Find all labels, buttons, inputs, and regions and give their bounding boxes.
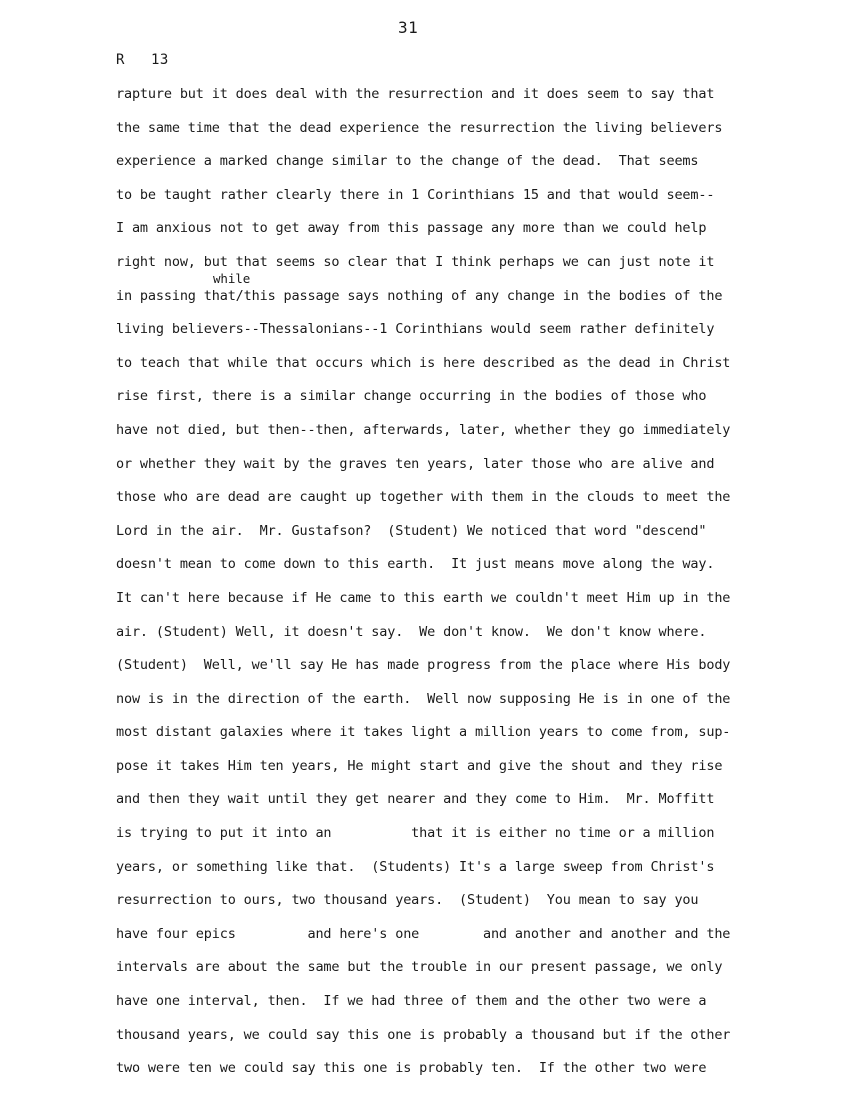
text-line: intervals are about the same but the trouble in our present passage, we only	[116, 959, 723, 976]
interlinear-insert: while	[213, 271, 251, 286]
header-code	[116, 52, 169, 68]
text-line: (Student) Well, we'll say He has made progress from the place where His body	[116, 657, 731, 674]
text-line: Lord in the air. Mr. Gustafson? (Student) We noticed that word "descend"	[116, 522, 707, 539]
text-line: have four epics and here's one and another and another and the	[116, 925, 731, 942]
text-line: now is in the direction of the earth. Well now supposing He is in one of the	[116, 690, 731, 707]
text-line: pose it takes Him ten years, He might start and give the shout and they rise	[116, 757, 723, 774]
text-line: two were ten we could say this one is probably ten. If the other two were	[116, 1060, 707, 1077]
text-line: air. (Student) Well, it doesn't say. We don't know. We don't know where.	[116, 623, 707, 640]
text-line: have not died, but then--then, afterwards, later, whether they go immediately	[116, 421, 731, 438]
text-line: have one interval, then. If we had three of them and the other two were a	[116, 993, 707, 1010]
text-line: most distant galaxies where it takes light a million years to come from, sup-	[116, 724, 731, 741]
text-line: It can't here because if He came to this earth we couldn't meet Him up in the	[116, 589, 731, 606]
text-line: rapture but it does deal with the resurrection and it does seem to say that	[116, 86, 715, 102]
text-line: to be taught rather clearly there in 1 Corinthians 15 and that would seem--	[116, 186, 715, 203]
text-line: is trying to put it into an that it is either no time or a million	[116, 825, 715, 842]
page-number: 31	[398, 18, 419, 37]
text-line: to teach that while that occurs which is here described as the dead in Christ	[116, 354, 731, 371]
text-line: experience a marked change similar to the change of the dead. That seems	[116, 153, 699, 170]
header-letter: R	[116, 52, 125, 68]
text-line: resurrection to ours, two thousand years. (Student) You mean to say you	[116, 892, 699, 909]
text-line: right now, but that seems so clear that I think perhaps we can just note it	[116, 253, 715, 270]
text-line: those who are dead are caught up together with them in the clouds to meet the	[116, 489, 731, 506]
text-line: in passing that/this passage says nothing of any change in the bodies of the	[116, 287, 723, 304]
text-line: rise first, there is a similar change occurring in the bodies of those who	[116, 388, 707, 405]
text-line: living believers--Thessalonians--1 Corinthians would seem rather definitely	[116, 321, 715, 338]
text-line: or whether they wait by the graves ten years, later those who are alive and	[116, 455, 715, 472]
text-line: years, or something like that. (Students) It's a large sweep from Christ's	[116, 858, 715, 875]
text-line: doesn't mean to come down to this earth. It just means move along the way.	[116, 556, 715, 573]
body-text	[116, 82, 816, 1090]
text-line: the same time that the dead experience the resurrection the living believers	[116, 119, 723, 136]
header-number: 13	[150, 52, 169, 68]
text-line: and then they wait until they get nearer and they come to Him. Mr. Moffitt	[116, 791, 715, 808]
text-line: I am anxious not to get away from this passage any more than we could help	[116, 220, 707, 237]
text-line: thousand years, we could say this one is probably a thousand but if the other	[116, 1026, 731, 1043]
